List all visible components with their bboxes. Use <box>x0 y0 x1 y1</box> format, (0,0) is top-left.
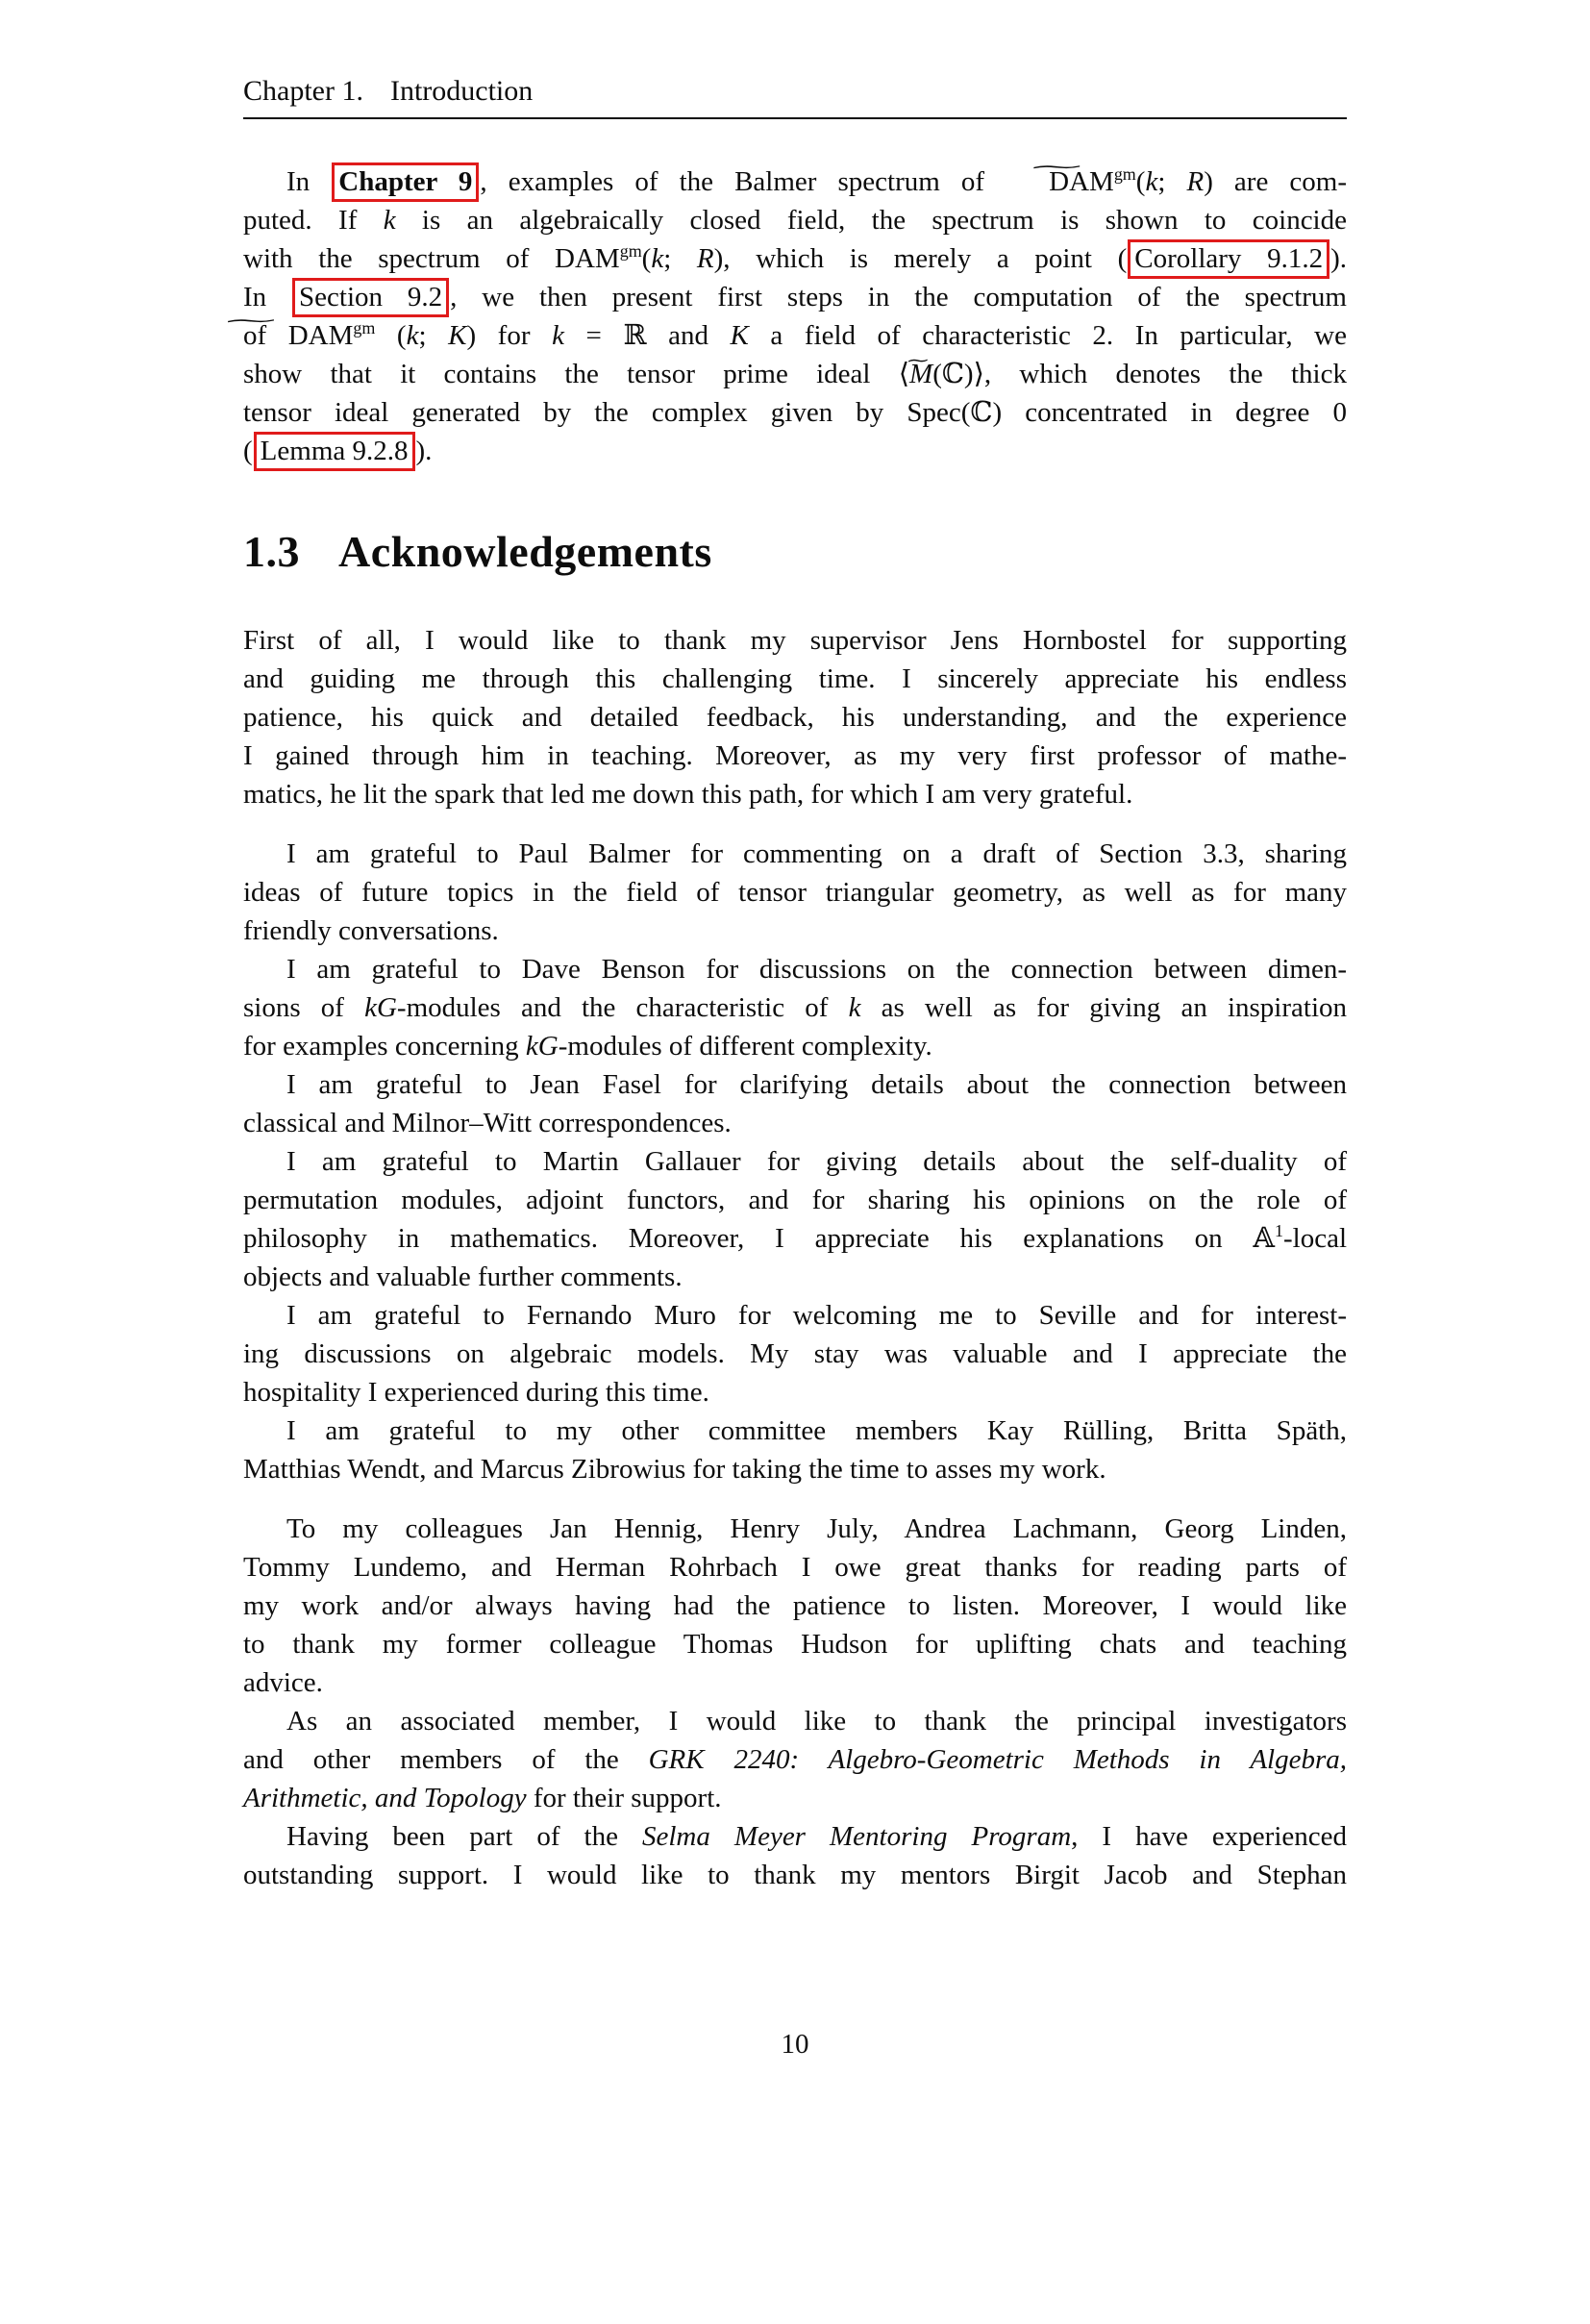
text-run: is an algebraically closed field, the spectrum is shown to coincide <box>395 205 1347 236</box>
math-run: GRK 2240: Algebro-Geometric Methods in Algebra, <box>648 1744 1347 1775</box>
text-line <box>243 1663 1347 1702</box>
intro-paragraph <box>243 162 1347 470</box>
text-line <box>243 1219 1347 1258</box>
text-run: -local <box>1282 1223 1347 1254</box>
text-run: objects and valuable further comments. <box>243 1262 683 1292</box>
text-line <box>243 355 1347 393</box>
text-run: ) for <box>466 320 553 351</box>
math-run: Arithmetic, and Topology <box>243 1783 527 1813</box>
text-run: matics, he lit the spark that led me down this path, for which I am very grateful. <box>243 779 1133 810</box>
math-run: Selma Meyer Mentoring Program <box>642 1821 1072 1852</box>
ref-link[interactable]: Chapter 9 <box>332 162 479 202</box>
text-line <box>243 1740 1347 1779</box>
text-run: = ℝ and <box>563 320 731 351</box>
text-run: ideas of future topics in the field of tensor triangular geometry, as well as for many <box>243 877 1347 908</box>
text-run: ing discussions on algebraic models. My stay was valuable and I appreciate the <box>243 1338 1347 1369</box>
text-line <box>243 239 1347 278</box>
text-run: ). <box>415 436 433 466</box>
text-line <box>243 1450 1347 1488</box>
text-run: a field of characteristic 2. In particular, we <box>748 320 1347 351</box>
text-line <box>243 162 1347 201</box>
text-line <box>243 1181 1347 1219</box>
math-run: k <box>848 992 861 1023</box>
text-run: my work and/or always having had the patience to listen. Moreover, I would like <box>243 1590 1347 1621</box>
section-number: 1.3 <box>243 527 300 576</box>
text-run: puted. If <box>243 205 384 236</box>
text-run: ( <box>1135 166 1146 197</box>
text-line <box>243 1817 1347 1856</box>
page-content <box>0 75 1590 1894</box>
text-run: to thank my former colleague Thomas Hudson for uplifting chats and teaching <box>243 1629 1347 1660</box>
text-run: and other members of the <box>243 1744 649 1775</box>
text-run: and guiding me through this challenging time. I sincerely appreciate his endless <box>243 663 1347 694</box>
text-run: In <box>286 166 332 197</box>
math-run: ∼ DAM <box>1006 162 1114 201</box>
text-run: with the spectrum of DAM <box>243 243 620 274</box>
paragraph <box>243 1702 1347 1817</box>
text-run: as well as for giving an inspiration <box>860 992 1348 1023</box>
text-line <box>243 316 1347 355</box>
text-line <box>243 698 1347 737</box>
text-run: ; <box>663 243 697 274</box>
chapter-label: Chapter 1. <box>243 75 363 107</box>
text-line <box>243 1587 1347 1625</box>
text-line <box>243 1412 1347 1450</box>
text-run: outstanding support. I would like to thank my mentors Birgit Jacob and Stephan <box>243 1860 1347 1890</box>
text-run: , I have experienced <box>1071 1821 1347 1852</box>
text-run: In <box>243 282 292 312</box>
chapter-title: Introduction <box>389 75 534 107</box>
ref-link[interactable]: Corollary 9.1.2 <box>1128 239 1329 279</box>
text-run: Matthias Wendt, and Marcus Zibrowius for taking the time to asses my work. <box>243 1454 1106 1485</box>
paragraph <box>243 1296 1347 1412</box>
paragraph <box>243 1510 1347 1702</box>
paragraph <box>243 835 1347 950</box>
text-line <box>243 1625 1347 1663</box>
text-run: (ℂ)⟩, which denotes the thick <box>932 359 1347 389</box>
math-run: R <box>696 243 714 274</box>
text-run: ), which is merely a point ( <box>713 243 1128 274</box>
text-run: , we then present first steps in the computation of the spectrum <box>450 282 1347 312</box>
math-run: gm <box>353 317 376 337</box>
text-run: classical and Milnor–Witt correspondences. <box>243 1108 732 1138</box>
text-line <box>243 1856 1347 1894</box>
text-line <box>243 1104 1347 1142</box>
text-line <box>243 1065 1347 1104</box>
text-run: ( <box>641 243 652 274</box>
text-run: hospitality I experienced during this time. <box>243 1377 709 1408</box>
text-run: philosophy in mathematics. Moreover, I appreciate his explanations on 𝔸 <box>243 1223 1275 1254</box>
text-line <box>243 1335 1347 1373</box>
text-run: I am grateful to Dave Benson for discussions on the connection between dimen- <box>286 954 1347 985</box>
text-line <box>243 621 1347 660</box>
math-run: k <box>552 320 564 351</box>
text-run: for their support. <box>526 1783 722 1813</box>
text-run: I gained through him in teaching. Moreover, as my very first professor of mathe- <box>243 740 1347 771</box>
section-title: Acknowledgements <box>338 527 712 576</box>
text-line <box>243 912 1347 950</box>
paragraph <box>243 950 1347 1065</box>
text-line <box>243 950 1347 988</box>
paragraph <box>243 1065 1347 1142</box>
text-run: show that it contains the tensor prime ideal ⟨ <box>243 359 910 389</box>
text-run: ( <box>243 436 253 466</box>
text-run: -modules of different complexity. <box>558 1031 932 1062</box>
math-run: k <box>406 320 419 351</box>
ref-link[interactable]: Lemma 9.2.8 <box>254 432 415 471</box>
text-run: ; <box>1157 166 1187 197</box>
math-run: K <box>448 320 467 351</box>
text-run: -modules and the characteristic of <box>396 992 849 1023</box>
text-run: ) are com- <box>1204 166 1347 197</box>
math-run: ∼ DAM <box>288 316 354 355</box>
text-run: I am grateful to my other committee members Kay Rülling, Britta Späth, <box>286 1415 1347 1446</box>
text-run: permutation modules, adjoint functors, and for sharing his opinions on the role of <box>243 1185 1347 1215</box>
text-run: I am grateful to Paul Balmer for commenting on a draft of Section 3.3, sharing <box>286 838 1347 869</box>
text-run: ; <box>418 320 449 351</box>
math-run: kG <box>364 992 397 1023</box>
text-line <box>243 835 1347 873</box>
math-run: k <box>1145 166 1158 197</box>
math-run: R <box>1186 166 1205 197</box>
acknowledgements-body <box>243 621 1347 1894</box>
text-run: ( <box>375 320 407 351</box>
paragraph <box>243 162 1347 470</box>
text-line <box>243 1779 1347 1817</box>
text-line <box>243 1142 1347 1181</box>
text-line <box>243 873 1347 912</box>
text-line <box>243 1027 1347 1065</box>
math-run: gm <box>619 240 642 261</box>
math-run: K <box>730 320 749 351</box>
math-run: ∼ M <box>909 355 932 393</box>
math-run: kG <box>525 1031 559 1062</box>
text-run: , examples of the Balmer spectrum of <box>480 166 1006 197</box>
text-run: To my colleagues Jan Hennig, Henry July, Andrea Lachmann, Georg Linden, <box>286 1513 1347 1544</box>
text-line <box>243 1510 1347 1548</box>
text-run: for examples concerning <box>243 1031 526 1062</box>
text-line <box>243 393 1347 432</box>
paragraph <box>243 1412 1347 1488</box>
text-run: I am grateful to Jean Fasel for clarifying details about the connection between <box>286 1069 1347 1100</box>
math-run: k <box>383 205 396 236</box>
text-run: Tommy Lundemo, and Herman Rohrbach I owe great thanks for reading parts of <box>243 1552 1347 1583</box>
text-line <box>243 775 1347 813</box>
text-line <box>243 432 1347 470</box>
text-line <box>243 1296 1347 1335</box>
text-run: ). <box>1330 243 1347 274</box>
text-line <box>243 1258 1347 1296</box>
math-run: 1 <box>1275 1220 1283 1240</box>
text-run: patience, his quick and detailed feedback, his understanding, and the experience <box>243 702 1347 733</box>
math-run: k <box>651 243 664 274</box>
running-header <box>243 75 1347 119</box>
text-run: I am grateful to Martin Gallauer for giving details about the self-duality of <box>286 1146 1347 1177</box>
text-run: As an associated member, I would like to thank the principal investigators <box>286 1706 1347 1737</box>
section-heading <box>243 526 1347 577</box>
text-run: sions of <box>243 992 365 1023</box>
text-run: tensor ideal generated by the complex given by Spec(ℂ) concentrated in degree 0 <box>243 397 1347 428</box>
text-run: advice. <box>243 1667 323 1698</box>
document-page <box>0 75 1590 2324</box>
paragraph <box>243 1817 1347 1894</box>
text-line <box>243 660 1347 698</box>
text-line <box>243 1548 1347 1587</box>
page-number: 10 <box>781 2029 809 2060</box>
paragraph <box>243 621 1347 813</box>
text-line <box>243 1702 1347 1740</box>
text-line <box>243 737 1347 775</box>
paragraph <box>243 1142 1347 1296</box>
text-run: friendly conversations. <box>243 915 499 946</box>
text-run: Having been part of the <box>286 1821 642 1852</box>
text-run: of <box>243 320 288 351</box>
ref-link[interactable]: Section 9.2 <box>292 278 449 317</box>
text-run: First of all, I would like to thank my supervisor Jens Hornbostel for supporting <box>243 625 1347 656</box>
text-line <box>243 1373 1347 1412</box>
math-run: gm <box>1113 163 1136 184</box>
text-line <box>243 201 1347 239</box>
text-line <box>243 988 1347 1027</box>
text-run: I am grateful to Fernando Muro for welcoming me to Seville and for interest- <box>286 1300 1347 1331</box>
